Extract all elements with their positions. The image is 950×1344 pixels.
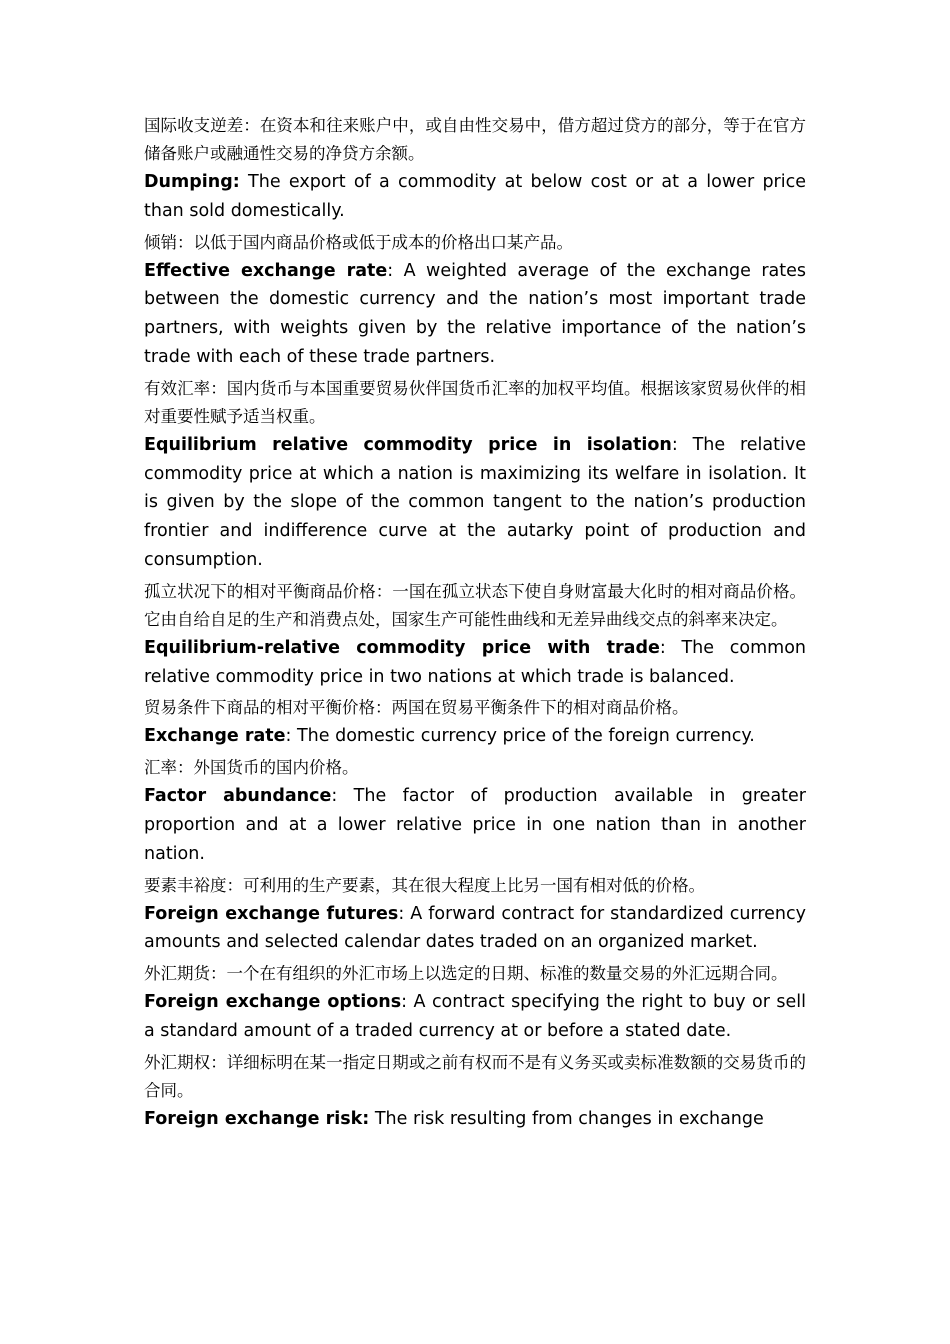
term-heading: Equilibrium relative commodity price in isolation: [144, 434, 672, 455]
document-page: [144, 112, 806, 1134]
en-definition-fx-risk: [144, 1105, 806, 1134]
en-definition-exchange-rate: [144, 722, 806, 751]
term-definition: : The common relative commodity price in two nations at which trade is balanced.: [144, 637, 807, 687]
term-heading: Equilibrium-relative commodity price with trade: [144, 637, 660, 658]
zh-definition-fx-futures: 外汇期货：一个在有组织的外汇市场上以选定的日期、标准的数量交易的外汇远期合同。: [144, 964, 788, 984]
term-heading: Foreign exchange risk:: [144, 1108, 370, 1129]
term-heading: Dumping:: [144, 172, 240, 192]
term-definition: : The factor of production available in greater proportion and at a lower relative price in one nation than in another nation.: [144, 786, 806, 864]
zh-definition-dumping: 倾销：以低于国内商品价格或低于成本的价格出口某产品。: [144, 232, 573, 252]
zh-definition-fx-options: 外汇期权：详细标明在某一指定日期或之前有权而不是有义务买或卖标准数额的交易货币的合同。: [144, 1052, 806, 1100]
term-definition: : A weighted average of the exchange rates between the domestic currency and the nation’s most important trade partners, with weights given by the relative importance of the nation’s trade with each of these trade partners.: [144, 260, 806, 367]
term-heading: Foreign exchange options: [144, 992, 402, 1013]
zh-definition-balance-of-payments-deficit: 国际收支逆差：在资本和往来账户中，或自由性交易中，借方超过贷方的部分，等于在官方储备账户或融通性交易的净贷方余额。: [144, 116, 806, 163]
term-heading: Exchange rate: [144, 726, 286, 747]
en-definition-equilibrium-price-isolation: [144, 431, 806, 575]
term-heading: Foreign exchange futures: [144, 903, 399, 924]
en-definition-equilibrium-price-trade: [144, 634, 806, 692]
term-definition: : A forward contract for standardized currency amounts and selected calendar dates traded on an organized market.: [144, 903, 806, 953]
zh-definition-factor-abundance: 要素丰裕度：可利用的生产要素，其在很大程度上比另一国有相对低的价格。: [144, 875, 705, 895]
term-heading: Factor abundance: [144, 786, 332, 807]
term-definition: : The domestic currency price of the foreign currency.: [285, 726, 755, 747]
term-definition: The export of a commodity at below cost or at a lower price than sold domestically.: [144, 172, 806, 221]
term-definition: : A contract specifying the right to buy or sell a standard amount of a traded currency at or before a stated date.: [144, 992, 806, 1041]
zh-definition-equilibrium-price-isolation: 孤立状况下的相对平衡商品价格：一国在孤立状态下使自身财富最大化时的相对商品价格。它由自给自足的生产和消费点处，国家生产可能性曲线和无差异曲线交点的斜率来决定。: [144, 581, 806, 629]
term-definition: The risk resulting from changes in exchange: [369, 1108, 764, 1129]
en-definition-factor-abundance: [144, 782, 806, 868]
term-definition: : The relative commodity price at which a nation is maximizing its welfare in isolation. It is given by the slope of the common tangent to the nation’s production frontier and indifference curve at the autarky point of production and consumption.: [144, 434, 806, 570]
en-definition-fx-options: [144, 988, 806, 1046]
en-definition-fx-futures: [144, 900, 806, 958]
zh-definition-exchange-rate: 汇率：外国货币的国内价格。: [144, 758, 359, 778]
zh-definition-effective-exchange-rate: 有效汇率：国内货币与本国重要贸易伙伴国货币汇率的加权平均值。根据该家贸易伙伴的相对重要性赋予适当权重。: [144, 378, 806, 426]
term-heading: Effective exchange rate: [144, 260, 388, 281]
en-definition-effective-exchange-rate: [144, 257, 806, 372]
zh-definition-equilibrium-price-trade: 贸易条件下商品的相对平衡价格：两国在贸易平衡条件下的相对商品价格。: [144, 698, 689, 718]
en-definition-dumping: [144, 168, 806, 226]
